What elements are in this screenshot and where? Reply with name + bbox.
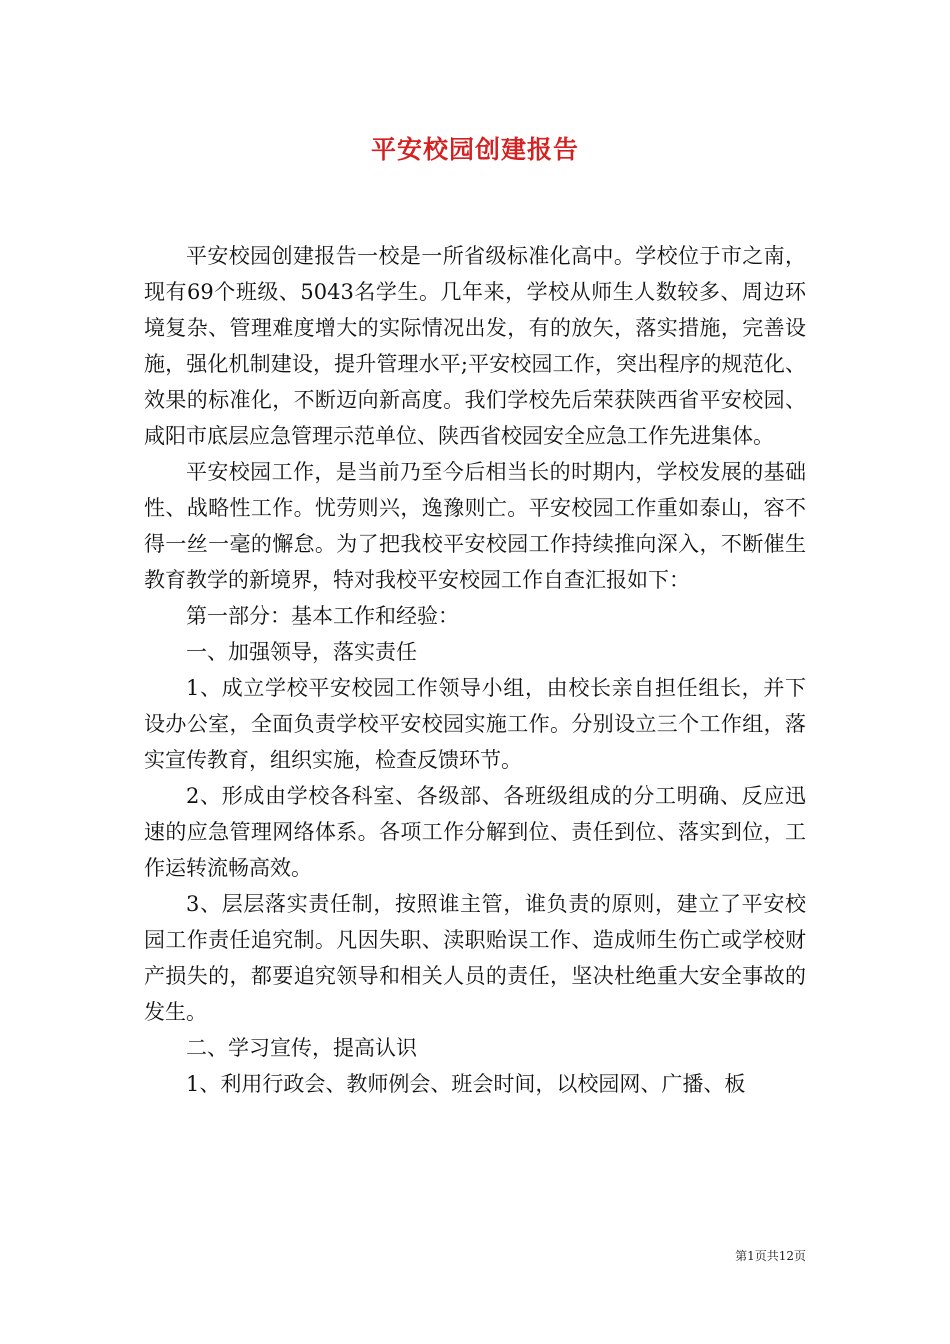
paragraph: 1、利用行政会、教师例会、班会时间，以校园网、广播、板 xyxy=(186,1072,746,1096)
paragraph: 3、层层落实责任制，按照谁主管，谁负责的原则，建立了平安校园工作责任追究制。凡因失职、渎职贻误工作、造成师生伤亡或学校财产损失的，都要追究领导和相关人员的责任，坚决杜绝重大安全事故的发生。 xyxy=(144,892,806,1024)
paragraph: 1、成立学校平安校园工作领导小组，由校长亲自担任组长，并下设办公室，全面负责学校平安校园实施工作。分别设立三个工作组，落实宣传教育，组织实施，检查反馈环节。 xyxy=(144,676,806,772)
subsection-heading: 一、加强领导，落实责任 xyxy=(186,640,417,664)
paragraph: 2、形成由学校各科室、各级部、各班级组成的分工明确、反应迅速的应急管理网络体系。各项工作分解到位、责任到位、落实到位，工作运转流畅高效。 xyxy=(144,784,806,880)
paragraph: 平安校园创建报告一校是一所省级标准化高中。学校位于市之南，现有69个班级、5043名学生。几年来，学校从师生人数较多、周边环境复杂、管理难度增大的实际情况出发，有的放矢，落实措施，完善设施，强化机制建设，提升管理水平;平安校园工作，突出程序的规范化、效果的标准化，不断迈向新高度。我们学校先后荣获陕西省平安校园、咸阳市底层应急管理示范单位、陕西省校园安全应急工作先进集体。 xyxy=(144,244,806,448)
page-number-footer: 第1页共12页 xyxy=(735,1249,806,1263)
section-heading: 第一部分：基本工作和经验： xyxy=(186,604,459,628)
document-title: 平安校园创建报告 xyxy=(370,135,579,164)
subsection-heading: 二、学习宣传，提高认识 xyxy=(186,1036,417,1060)
document-body xyxy=(144,238,806,1102)
paragraph: 平安校园工作，是当前乃至今后相当长的时期内，学校发展的基础性、战略性工作。忧劳则兴，逸豫则亡。平安校园工作重如泰山，容不得一丝一毫的懈怠。为了把我校平安校园工作持续推向深入，不断催生教育教学的新境界，特对我校平安校园工作自查汇报如下： xyxy=(144,460,806,592)
